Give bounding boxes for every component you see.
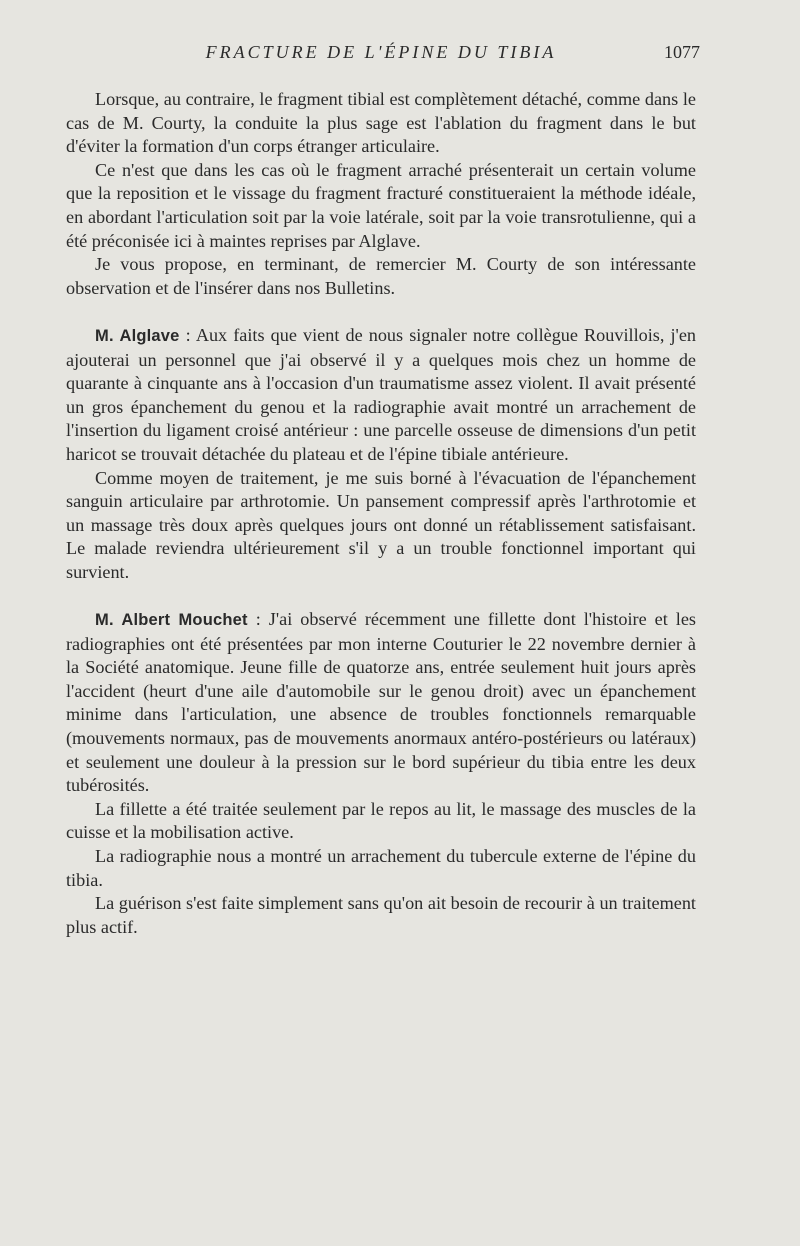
speaker-alglave: M. Alglave — [95, 326, 180, 345]
paragraph-treatment: Comme moyen de traitement, je me suis borné à l'évacuation de l'épanchement sanguin articulaire par arthrotomie. Un pansement compressif après l'arthrotomie et un massage très doux après quelques jours ont donné un rétablissement satisfaisant. Le malade reviendra ultérieurement s'il y a un trouble fonctionnel important qui survient. — [66, 467, 696, 582]
paragraph-mouchet — [66, 608, 696, 798]
paragraph-rest-treatment: La fillette a été traitée seulement par le repos au lit, le massage des muscles de la cuisse et la mobilisation active. — [66, 798, 696, 843]
paragraph-radiography: La radiographie nous a montré un arrachement du tubercule externe de l'épine du tibia. — [66, 846, 696, 890]
speaker-mouchet: M. Albert Mouchet — [95, 611, 248, 630]
page-number: 1077 — [664, 42, 700, 62]
paragraph-reposition: Ce n'est que dans les cas où le fragment arraché présenterait un certain volume que la reposition et le vissage du fragment fracturé constitueraient la méthode idéale, en abordant l'articulation soit par la voie latérale, soit par la voie transrotulienne, qui a été préconisée ici à maintes reprises par Alglave. — [66, 159, 696, 251]
alglave-statement: : Aux faits que vient de nous signaler notre collègue Rouvillois, j'en ajouterai un personnel que j'ai observé il y a quelques mois chez un homme de quarante à cinquante ans à l'occasion d'un traumatisme assez violent. Il avait présenté un gros épanchement du genou et la radiographie avait montré un arrachement de l'insertion du ligament croisé antérieur : une parcelle osseuse de dimensions d'un petit haricot se trouvait détachée du plateau et de l'épine tibiale antérieure. — [66, 324, 696, 464]
page-header — [66, 40, 700, 66]
paragraph-healing: La guérison s'est faite simplement sans qu'on ait besoin de recourir à un traitement plus actif. — [66, 893, 696, 937]
paragraph-alglave — [66, 324, 696, 467]
running-title: FRACTURE DE L'ÉPINE DU TIBIA — [205, 42, 557, 62]
paragraph-proposal: Je vous propose, en terminant, de remercier M. Courty de son intéressante observation et de l'insérer dans nos Bulletins. — [66, 254, 696, 298]
body-text — [66, 88, 696, 939]
mouchet-statement: : J'ai observé récemment une fillette dont l'histoire et les radiographies ont été présentées par mon interne Couturier le 22 novembre dernier à la Société anatomique. Jeune fille de quatorze ans, entrée seulement huit jours après l'accident (heurt d'une aile d'automobile sur le genou droit) avec un épanchement minime dans l'articulation, une absence de troubles fonctionnels remarquable (mouvements normaux, pas de mouvements anormaux antéro-postérieurs ou latéraux) et seulement une douleur à la pression sur le bord supérieur du tibia entre les deux tubérosités. — [66, 609, 696, 796]
book-page — [66, 40, 700, 939]
paragraph-conclusion: Lorsque, au contraire, le fragment tibial est complètement détaché, comme dans le cas de M. Courty, la conduite la plus sage est l'ablation du fragment dans le but d'éviter la formation d'un corps étranger articulaire. — [66, 89, 696, 157]
